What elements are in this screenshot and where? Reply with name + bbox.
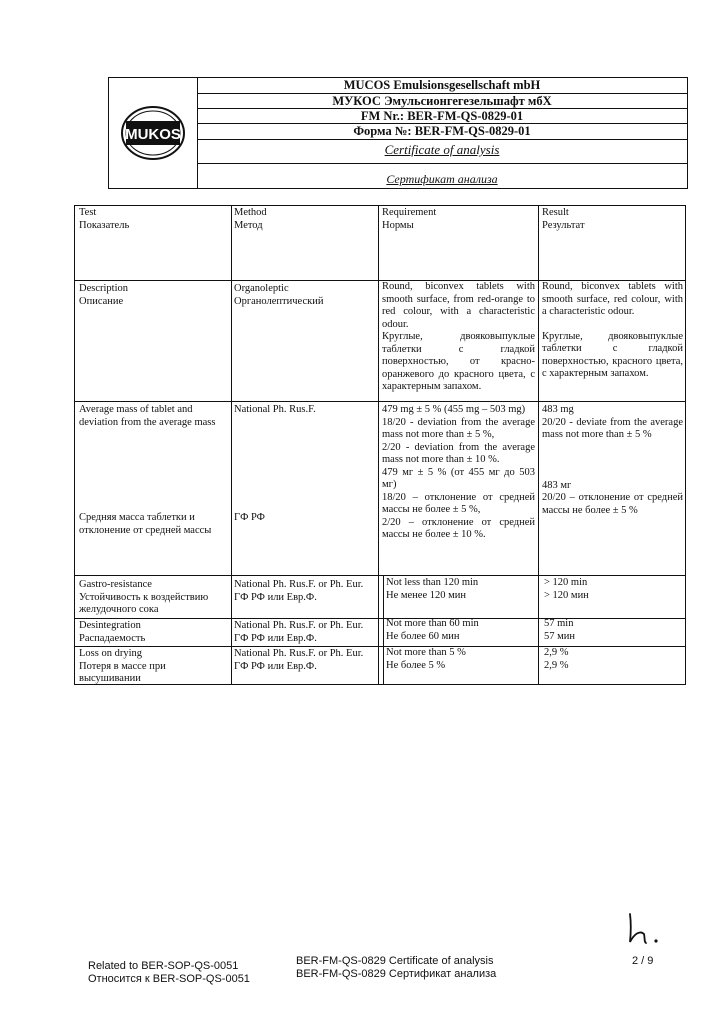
avg-mass-result: 483 mg 20/20 - deviate from the average mass not more than ± 5 % 483 мг 20/20 – отклонение от средней массы не более ± 5 % — [542, 404, 683, 516]
avg-mass-requirement: 479 mg ± 5 % (455 mg – 503 mg) 18/20 - deviation from the average mass not more than ± 5 %, 2/20 - deviation from the average mass not more than ± 10 %. 479 мг ± 5 % (от 455 мг до 503 мг) 18/20 – отклонение от средней массы не более ± 5 %, 2/20 – отклонение от средней массы не более ± 10 %. — [382, 404, 535, 540]
logo-text: MUKOS — [125, 126, 181, 143]
form-number-en: FM Nr.: BER-FM-QS-0829-01 — [197, 109, 687, 124]
handwritten-initial — [622, 910, 668, 946]
disintegration-requirement: Not more than 60 min Не более 60 мин — [386, 618, 479, 642]
form-number-ru: Форма №: BER-FM-QS-0829-01 — [197, 124, 687, 140]
header-test: Test Показатель — [79, 207, 130, 231]
disintegration-test: Desintegration Распадаемость — [79, 620, 146, 644]
loss-on-drying-requirement: Not more than 5 % Не более 5 % — [386, 647, 466, 671]
avg-mass-test-en: Average mass of tablet and deviation from the average mass — [79, 404, 216, 428]
logo-cell — [109, 78, 198, 188]
analysis-table — [74, 205, 686, 685]
loss-on-drying-test: Loss on drying Потеря в массе при высушивании — [79, 648, 166, 684]
company-name-ru: МУКОС Эмульсионгегезельшафт мбХ — [197, 94, 687, 109]
disintegration-result: 57 min 57 мин — [544, 618, 576, 642]
gastro-result: > 120 min > 120 мин — [544, 577, 589, 601]
loss-on-drying-method: National Ph. Rus.F. or Ph. Eur. ГФ РФ или Евр.Ф. — [234, 648, 364, 672]
header-result: Result Результат — [542, 207, 585, 231]
document-header — [108, 77, 688, 189]
avg-mass-method-ru: ГФ РФ — [234, 512, 265, 523]
gastro-method: National Ph. Rus.F. or Ph. Eur. ГФ РФ или Евр.Ф. — [234, 579, 364, 603]
header-requirement: Requirement Нормы — [382, 207, 437, 231]
company-logo — [120, 105, 186, 161]
description-result: Round, biconvex tablets with smooth surface, red colour, with a characteristic odour. Круглые, двояковыпуклые таблетки с гладкой поверхностью, красного цвета, с характерным запахом. — [542, 281, 683, 379]
description-requirement: Round, biconvex tablets with smooth surface, from red-orange to red colour, with a characteristic odour. Круглые, двояковыпуклые таблетки с гладкой поверхностью, от красно-оранжевого до красного цвета, с характерным запахом. — [382, 281, 535, 392]
header-method: Method Метод — [234, 207, 267, 231]
title-en: Certificate of analysis — [197, 140, 687, 164]
description-method: Organoleptic Органолептический — [234, 283, 324, 307]
gastro-requirement: Not less than 120 min Не менее 120 мин — [386, 577, 479, 601]
page-number: 2 / 9 — [632, 955, 654, 967]
loss-on-drying-result: 2,9 % 2,9 % — [544, 647, 569, 671]
gastro-test: Gastro-resistance Устойчивость к воздействию желудочного сока — [79, 579, 209, 615]
avg-mass-test-ru: Средняя масса таблетки и отклонение от средней массы — [79, 512, 212, 536]
footer-related: Related to BER-SOP-QS-0051 Относится к BER-SOP-QS-0051 — [88, 960, 250, 985]
disintegration-method: National Ph. Rus.F. or Ph. Eur. ГФ РФ или Евр.Ф. — [234, 620, 364, 644]
footer-form: BER-FM-QS-0829 Certificate of analysis BER-FM-QS-0829 Сертификат анализа — [296, 955, 497, 980]
title-ru: Сертификат анализа — [386, 172, 498, 186]
company-name-en: MUCOS Emulsionsgesellschaft mbH — [197, 78, 687, 94]
description-test: Description Описание — [79, 283, 128, 307]
avg-mass-method-en: National Ph. Rus.F. — [234, 404, 316, 415]
